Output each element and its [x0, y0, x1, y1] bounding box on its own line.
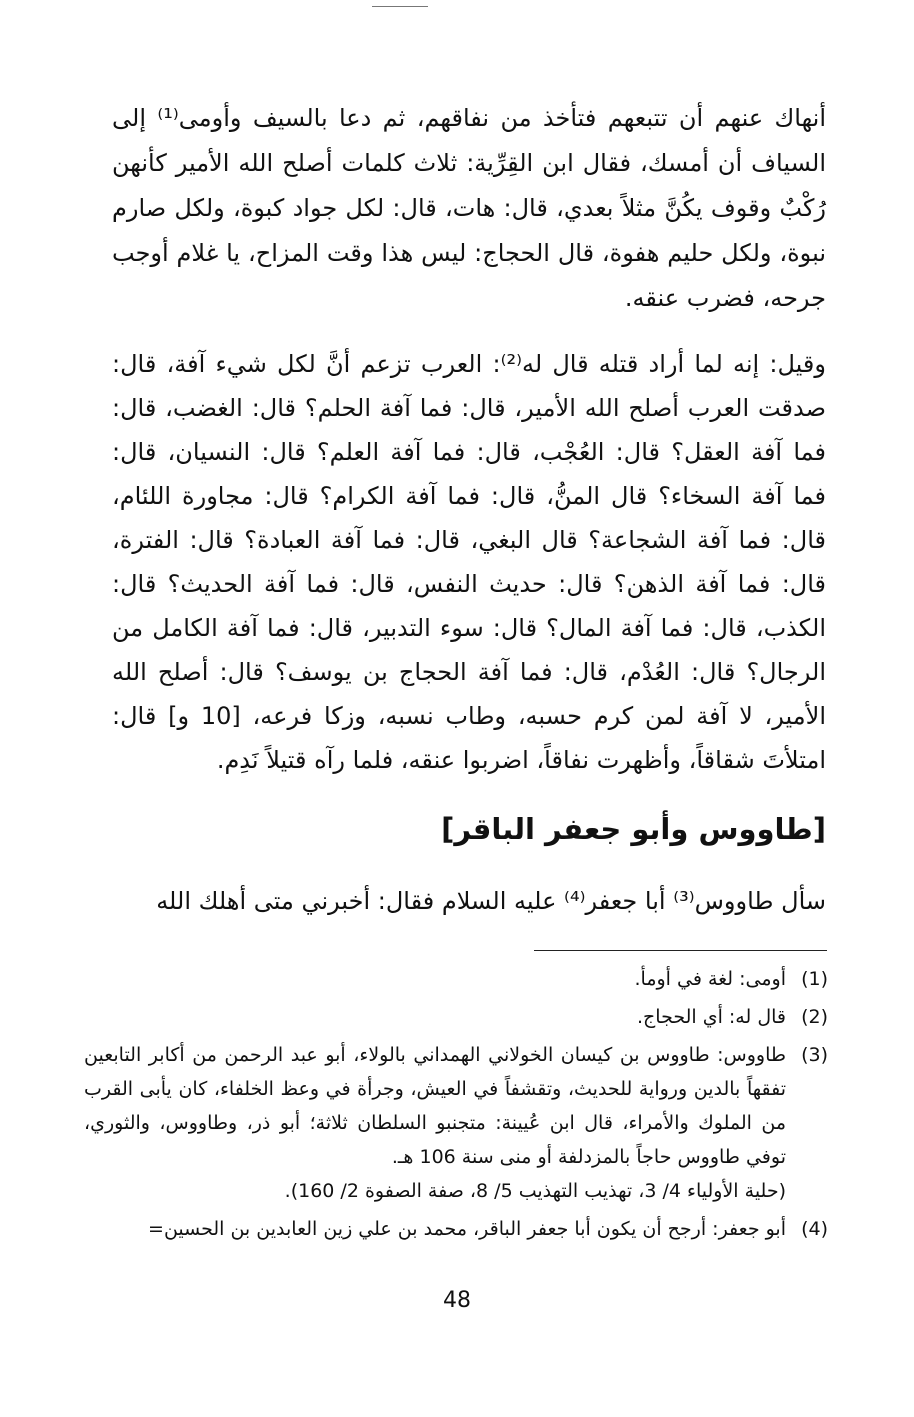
paragraph-3: سأل طاووس⁽³⁾ أبا جعفر⁽⁴⁾ عليه السلام فقال: أخبرني متى أهلك الله: [156, 887, 826, 915]
page-number: 48: [443, 1288, 471, 1313]
footnotes: [84, 962, 828, 1246]
footnote-reference: (حلية الأولياء 4/ 3، تهذيب التهذيب 5/ 8، صفة الصفوة 2/ 160).: [284, 1180, 786, 1202]
footnote-body: [84, 1038, 786, 1208]
footnote-text: أومى: لغة في أومأ.: [634, 968, 786, 990]
footnote-number: (1): [801, 968, 828, 990]
footnote-text: قال له: أي الحجاج.: [636, 1006, 786, 1028]
footnote-3: [84, 1038, 828, 1208]
footnote-text: طاووس: طاووس بن كيسان الخولاني الهمداني بالولاء، أبو عبد الرحمن من أكابر التابعين تفقهاً بالدين ورواية للحديث، وتقشفاً في العيش، وجرأة في وعظ الخلفاء، كان يأبى القرب من الملوك والأمراء، قال ابن عُيينة: متجنبو السلطان ثلاثة؛ أبو ذر، وطاووس، والثوري، توفي طاووس حاجاً بالمزدلفة أو منى سنة 106 هـ.: [84, 1044, 786, 1168]
footnote-number: (2): [801, 1006, 828, 1028]
footnote-text: أبو جعفر: أرجح أن يكون أبا جعفر الباقر، محمد بن علي زين العابدين بن الحسين=: [148, 1218, 786, 1240]
footnote-4: [84, 1212, 828, 1246]
footnote-2: [84, 1000, 828, 1034]
top-rule: [372, 6, 428, 7]
paragraph-2: وقيل: إنه لما أراد قتله قال له⁽²⁾: العرب تزعم أنَّ لكل شيء آفة، قال: صدقت العرب أصلح الله الأمير، قال: فما آفة الحلم؟ قال: الغضب، قال: فما آفة العقل؟ قال: العُجْب، قال: فما آفة العلم؟ قال: النسيان، قال: فما آفة السخاء؟ قال المنُّ، قال: فما آفة الكرام؟ قال: مجاورة اللئام، قال: فما آفة الشجاعة؟ قال البغي، قال: فما آفة العبادة؟ قال: الفترة، قال: فما آفة الذهن؟ قال: حديث النفس، قال: فما آفة الحديث؟ قال: الكذب، قال: فما آفة المال؟ قال: سوء التدبير، قال: فما آفة الكامل من الرجال؟ قال: العُدْم، قال: فما آفة الحجاج بن يوسف؟ قال: أصلح الله الأمير، لا آفة لمن كرم حسبه، وطاب نسبه، وزكا فرعه، [10 و] قال: امتلأتَ شقاقاً، وأظهرت نفاقاً، اضربوا عنقه، فلما رآه قتيلاً نَدِم.: [112, 350, 826, 774]
paragraph-1: أنهاك عنهم أن تتبعهم فتأخذ من نفاقهم، ثم دعا بالسيف وأومى⁽¹⁾ إلى السياف أن أمسك، فقال ابن القِرِّية: ثلاث كلمات أصلح الله الأمير كأنهن رُكْبٌ وقوف يكُنَّ مثلاً بعدي، قال: هات، قال: لكل جواد كبوة، ولكل صارم نبوة، ولكل حليم هفوة، قال الحجاج: ليس هذا وقت المزاح، يا غلام أوجب جرحه، فضرب عنقه.: [112, 104, 826, 312]
section-heading: [طاووس وأبو جعفر الباقر]: [441, 812, 826, 846]
footnote-number: (3): [801, 1044, 828, 1066]
footnote-number: (4): [801, 1218, 828, 1240]
footnote-1: [84, 962, 828, 996]
footnote-separator: [534, 950, 827, 951]
